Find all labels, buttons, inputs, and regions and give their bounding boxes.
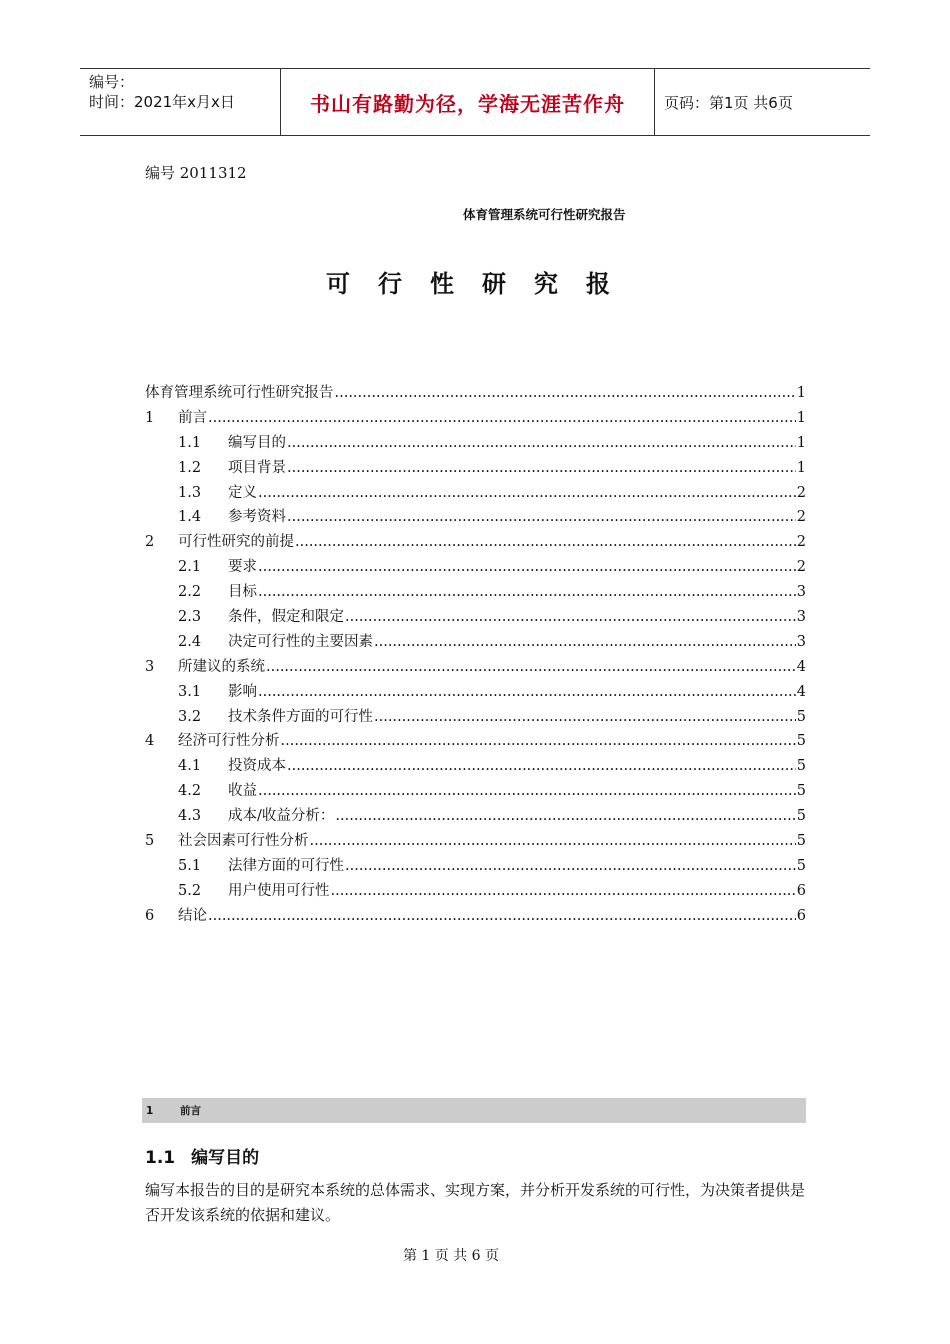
toc-leader-dots: [258, 680, 796, 705]
toc-entry[interactable]: [145, 655, 806, 680]
toc-entry-title: 定义: [228, 484, 257, 501]
toc-entry-title: 技术条件方面的可行性: [228, 708, 373, 725]
toc-entry-title: 社会因素可行性分析: [178, 833, 309, 850]
section-bar-title: 前言: [180, 1105, 201, 1117]
toc-entry-page: 5: [796, 758, 806, 775]
toc-entry[interactable]: [145, 779, 806, 804]
toc-entry-number: 2.3: [178, 609, 202, 626]
toc-entry-number: 1.1: [178, 434, 202, 451]
toc-entry-page: 1: [796, 434, 806, 451]
toc-entry-page: 5: [796, 808, 806, 825]
toc-entry-page: 3: [796, 584, 806, 601]
toc-entry-page: 5: [796, 783, 806, 800]
toc-leader-dots: [331, 879, 796, 904]
toc-entry[interactable]: [145, 879, 806, 904]
toc-entry-title: 前言: [178, 409, 207, 426]
toc-entry-title: 目标: [228, 584, 257, 601]
toc-leader-dots: [345, 854, 796, 879]
toc-entry-title: 项目背景: [228, 459, 286, 476]
toc-entry-title: 收益: [228, 783, 257, 800]
toc-entry-title: 经济可行性分析: [178, 733, 280, 750]
toc-entry-page: 6: [796, 907, 806, 924]
toc-entry-title: 用户使用可行性: [228, 882, 330, 899]
toc-entry-number: 1.2: [178, 459, 202, 476]
section-bar-number: 1: [146, 1104, 154, 1117]
toc-leader-dots: [374, 705, 796, 730]
toc-entry[interactable]: [145, 381, 806, 406]
toc-entry-page: 2: [796, 559, 806, 576]
section-bar: [142, 1098, 806, 1123]
toc-entry-title: 法律方面的可行性: [228, 857, 344, 874]
section-heading-title: 编写目的: [191, 1148, 260, 1168]
page-header: [80, 68, 870, 136]
toc-entry-number: 4.2: [178, 783, 202, 800]
toc-entry-number: 1.3: [178, 484, 202, 501]
toc-leader-dots: [266, 655, 796, 680]
toc-entry[interactable]: [145, 729, 806, 754]
toc-entry[interactable]: [145, 680, 806, 705]
toc-leader-dots: [287, 431, 796, 456]
toc-leader-dots: [258, 779, 796, 804]
toc-entry-page: 5: [796, 833, 806, 850]
toc-entry-page: 1: [796, 409, 806, 426]
toc-entry[interactable]: [145, 630, 806, 655]
toc-leader-dots: [287, 754, 796, 779]
toc-entry-title: 成本/收益分析：: [228, 808, 335, 825]
toc-entry-title: 影响: [228, 683, 257, 700]
document-number: 编号 2011312: [145, 164, 247, 182]
header-motto: 书山有路勤为径，学海无涯苦作舟: [281, 69, 655, 135]
toc-entry[interactable]: [145, 505, 806, 530]
toc-entry-page: 4: [796, 683, 806, 700]
toc-entry-page: 5: [796, 708, 806, 725]
toc-entry-page: 2: [796, 484, 806, 501]
toc-entry-page: 6: [796, 882, 806, 899]
toc-entry[interactable]: [145, 829, 806, 854]
toc-entry-number: 4.3: [178, 808, 202, 825]
toc-leader-dots: [258, 555, 796, 580]
toc-entry[interactable]: [145, 804, 806, 829]
toc-entry-title: 结论: [178, 907, 207, 924]
toc-leader-dots: [374, 630, 796, 655]
toc-leader-dots: [258, 481, 796, 506]
toc-entry-number: 6: [145, 907, 155, 924]
toc-entry-number: 2.4: [178, 633, 202, 650]
toc-entry[interactable]: [145, 456, 806, 481]
section-heading-number: 1.1: [145, 1148, 176, 1168]
toc-entry[interactable]: [145, 406, 806, 431]
toc-leader-dots: [335, 381, 796, 406]
toc-entry-number: 3.1: [178, 683, 202, 700]
toc-entry-page: 1: [796, 385, 806, 401]
toc-entry-page: 3: [796, 633, 806, 650]
toc-entry-number: 3: [145, 658, 155, 675]
toc-leader-dots: [287, 456, 796, 481]
header-page-info: 页码：第1页 共6页: [664, 93, 793, 112]
toc-entry-page: 4: [796, 658, 806, 675]
toc-entry[interactable]: [145, 754, 806, 779]
toc-entry-page: 2: [796, 509, 806, 526]
toc-entry-title: 编写目的: [228, 434, 286, 451]
toc-leader-dots: [335, 804, 795, 829]
toc-leader-dots: [295, 530, 796, 555]
toc-entry-number: 5.2: [178, 882, 202, 899]
toc-entry[interactable]: [145, 481, 806, 506]
toc-entry-number: 1: [145, 409, 155, 426]
toc-entry-page: 2: [796, 534, 806, 551]
toc-entry-title: 参考资料: [228, 509, 286, 526]
toc-entry[interactable]: [145, 705, 806, 730]
toc-leader-dots: [287, 505, 796, 530]
toc-entry-number: 3.2: [178, 708, 202, 725]
document-title: 可行性研究报: [326, 270, 638, 298]
toc-entry-title: 可行性研究的前提: [178, 534, 294, 551]
toc-entry-title: 体育管理系统可行性研究报告: [145, 385, 334, 401]
toc-entry-number: 2.1: [178, 559, 202, 576]
toc-leader-dots: [208, 904, 796, 929]
toc-entry[interactable]: [145, 904, 806, 929]
section-heading: [145, 1143, 259, 1168]
toc-entry-number: 2.2: [178, 584, 202, 601]
toc-leader-dots: [258, 580, 796, 605]
toc-entry-number: 4: [145, 733, 155, 750]
header-left-cell: [80, 69, 281, 135]
toc-entry-title: 条件，假定和限定: [228, 609, 344, 626]
number-label: 编号：: [89, 73, 135, 91]
toc-entry-title: 要求: [228, 559, 257, 576]
toc-entry-page: 5: [796, 733, 806, 750]
toc-leader-dots: [208, 406, 796, 431]
page-footer: 第 1 页 共 6 页: [402, 1248, 500, 1264]
toc-entry-number: 2: [145, 534, 155, 551]
toc-entry-page: 1: [796, 459, 806, 476]
toc-entry-title: 投资成本: [228, 758, 286, 775]
toc-entry-number: 1.4: [178, 509, 202, 526]
time-label: 时间：2021年x月x日: [89, 93, 235, 111]
toc-entry-page: 3: [796, 609, 806, 626]
toc-entry[interactable]: [145, 530, 806, 555]
toc-entry-number: 5: [145, 833, 155, 850]
toc-entry-title: 决定可行性的主要因素: [228, 633, 373, 650]
toc-leader-dots: [310, 829, 796, 854]
toc-entry-page: 5: [796, 857, 806, 874]
toc-entry-number: 5.1: [178, 857, 202, 874]
toc-leader-dots: [281, 729, 796, 754]
toc-entry[interactable]: [145, 555, 806, 580]
toc-entry[interactable]: [145, 431, 806, 456]
body-paragraph: 编写本报告的目的是研究本系统的总体需求、实现方案，并分析开发系统的可行性，为决策者提供是否开发该系统的依据和建议。: [145, 1181, 806, 1224]
toc-leader-dots: [345, 605, 796, 630]
toc-entry[interactable]: [145, 580, 806, 605]
table-of-contents: [145, 381, 806, 929]
toc-entry[interactable]: [145, 605, 806, 630]
toc-entry-title: 所建议的系统: [178, 658, 265, 675]
document-subtitle: 体育管理系统可行性研究报告: [463, 207, 626, 222]
toc-entry-number: 4.1: [178, 758, 202, 775]
toc-entry[interactable]: [145, 854, 806, 879]
